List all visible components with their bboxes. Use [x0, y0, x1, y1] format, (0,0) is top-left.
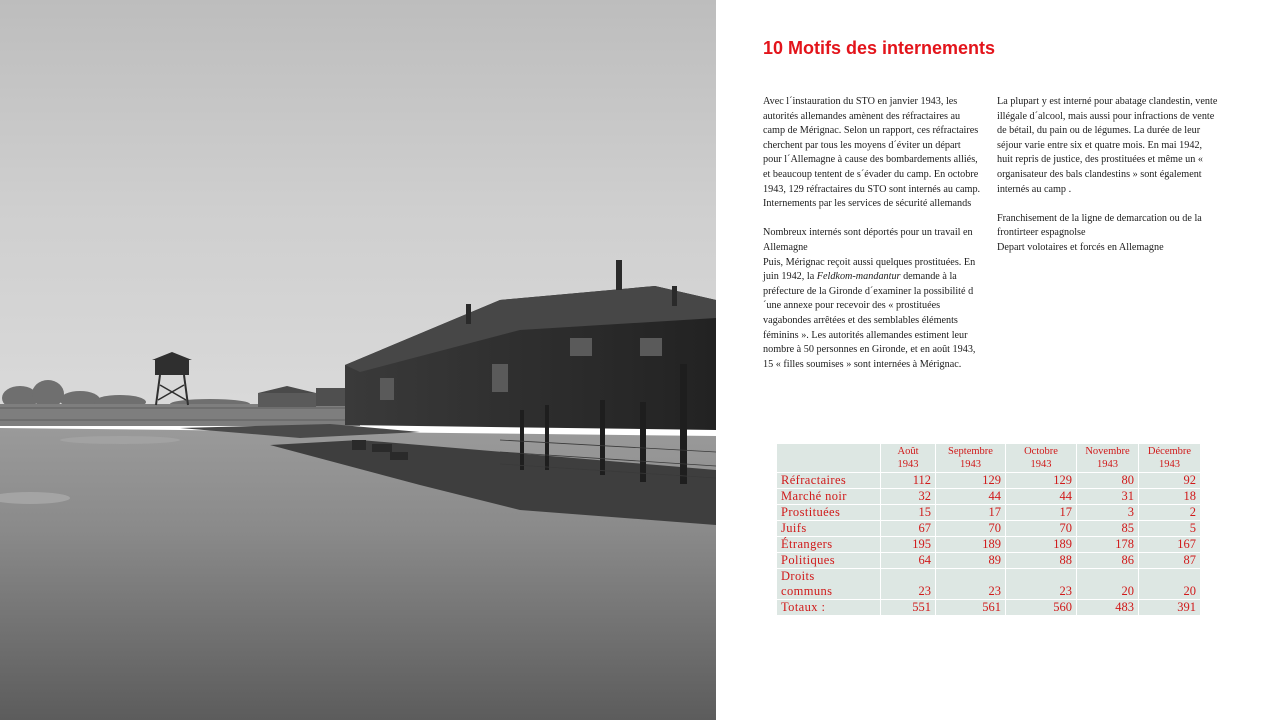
table-cell: 195 — [881, 537, 936, 553]
table-cell: 70 — [1006, 521, 1077, 537]
table-cell: 561 — [936, 600, 1006, 616]
paragraph-prostituees-a: Puis, Mérignac reçoit aussi quelques prostituées. En juin 1942, la — [763, 256, 976, 283]
table-cell: 178 — [1077, 537, 1139, 553]
table-row-totals — [777, 600, 1201, 616]
row-label: Prostituées — [777, 505, 881, 521]
paragraph-demarcation-text: Franchisement de la ligne de demarcation ou de la frontirteer espagnolse — [997, 212, 1202, 239]
paragraph-deportes: Nombreux internés sont déportés pour un travail en Allemagne — [763, 227, 973, 253]
table-cell: 80 — [1077, 473, 1139, 489]
table-cell: 31 — [1077, 489, 1139, 505]
table-cell: 17 — [1006, 505, 1077, 521]
table-header-cell: Août 1943 — [881, 444, 936, 473]
paragraph-prostituees — [763, 226, 981, 372]
paragraph-marche-noir: La plupart y est interné pour abatage clandestin, vente illégale d´alcool, mais aussi pour infractions de vente de bétail, du pain ou de légumes. La durée de leur séjour varie entre six et quatre mois. En mai 1942, huit repris de justice, des prostituées et même un « organisateur des bals clandestins » sont également internés au camp . — [997, 96, 1218, 195]
page-title: 10 Motifs des internements — [763, 38, 996, 58]
paragraph-sto-text: Avec l´instauration du STO en janvier 1943, les autorités allemandes amènent des réfractaires au camp de Mérignac. Selon un rapport, ces réfractaires cherchent par tous les moyens d´éviter un départ pour l´Allemagne à cause des bombardements alliés, et beaucoup tentent de s´évader du camp. En octobre 1943, 129 réfractaires du STO sont internés au camp. — [763, 96, 981, 195]
table-header-cell: Décembre 1943 — [1139, 444, 1201, 473]
table-cell: 189 — [936, 537, 1006, 553]
table-cell: 391 — [1139, 600, 1201, 616]
row-label: Politiques — [777, 553, 881, 569]
table-cell: 20 — [1077, 569, 1139, 600]
internments-table — [776, 443, 1201, 616]
table-cell: 23 — [881, 569, 936, 600]
table-cell: 18 — [1139, 489, 1201, 505]
table-header-cell: Novembre 1943 — [1077, 444, 1139, 473]
paragraph-sto — [763, 95, 981, 212]
table-row — [777, 473, 1201, 489]
table-header-row — [777, 444, 1201, 473]
table-cell: 64 — [881, 553, 936, 569]
paragraph-prostituees-b: demande à la préfecture de la Gironde d´examiner la possibilité d´une annexe pour recevoir des « prostituées vagabondes arrêtées et des semblables éléments féminins ». Les autorités allemandes estiment leur nombre à 50 personnes en Gironde, et en août 1943, 15 « filles soumises » sont internées à Mérignac. — [763, 271, 976, 370]
table-header-empty — [777, 444, 881, 473]
table-cell: 87 — [1139, 553, 1201, 569]
table-row — [777, 521, 1201, 537]
table-cell: 23 — [936, 569, 1006, 600]
table-cell: 70 — [936, 521, 1006, 537]
table-cell: 483 — [1077, 600, 1139, 616]
table-cell: 86 — [1077, 553, 1139, 569]
row-label: Droits communs — [777, 569, 881, 600]
row-label: Totaux : — [777, 600, 881, 616]
table-cell: 189 — [1006, 537, 1077, 553]
table-row — [777, 569, 1201, 600]
table-cell: 3 — [1077, 505, 1139, 521]
table-cell: 67 — [881, 521, 936, 537]
table-cell: 112 — [881, 473, 936, 489]
table-cell: 44 — [1006, 489, 1077, 505]
table-cell: 560 — [1006, 600, 1077, 616]
table-cell: 88 — [1006, 553, 1077, 569]
text-column-right — [997, 95, 1219, 270]
row-label: Marché noir — [777, 489, 881, 505]
table-cell: 20 — [1139, 569, 1201, 600]
row-label: Réfractaires — [777, 473, 881, 489]
table-row — [777, 553, 1201, 569]
table-cell: 92 — [1139, 473, 1201, 489]
table-row — [777, 505, 1201, 521]
table-cell: 167 — [1139, 537, 1201, 553]
text-column-left — [763, 95, 981, 387]
table-cell: 89 — [936, 553, 1006, 569]
table-cell: 15 — [881, 505, 936, 521]
table-header-cell: Octobre 1943 — [1006, 444, 1077, 473]
row-label: Juifs — [777, 521, 881, 537]
paragraph-prostituees-em: Feldkom-mandantur — [816, 271, 901, 283]
paragraph-depart: Depart volotaires et forcés en Allemagne — [997, 241, 1164, 253]
table-cell: 32 — [881, 489, 936, 505]
table-cell: 129 — [1006, 473, 1077, 489]
table-cell: 23 — [1006, 569, 1077, 600]
table-cell: 551 — [881, 600, 936, 616]
table-row — [777, 537, 1201, 553]
paragraph-sto-internements: Internements par les services de sécurité allemands — [763, 198, 972, 210]
table-cell: 2 — [1139, 505, 1201, 521]
table-cell: 85 — [1077, 521, 1139, 537]
row-label: Étrangers — [777, 537, 881, 553]
table-cell: 129 — [936, 473, 1006, 489]
paragraph-demarcation — [997, 212, 1219, 256]
table-cell: 44 — [936, 489, 1006, 505]
table-cell: 17 — [936, 505, 1006, 521]
table-row — [777, 489, 1201, 505]
table-cell: 5 — [1139, 521, 1201, 537]
table-header-cell: Septembre 1943 — [936, 444, 1006, 473]
